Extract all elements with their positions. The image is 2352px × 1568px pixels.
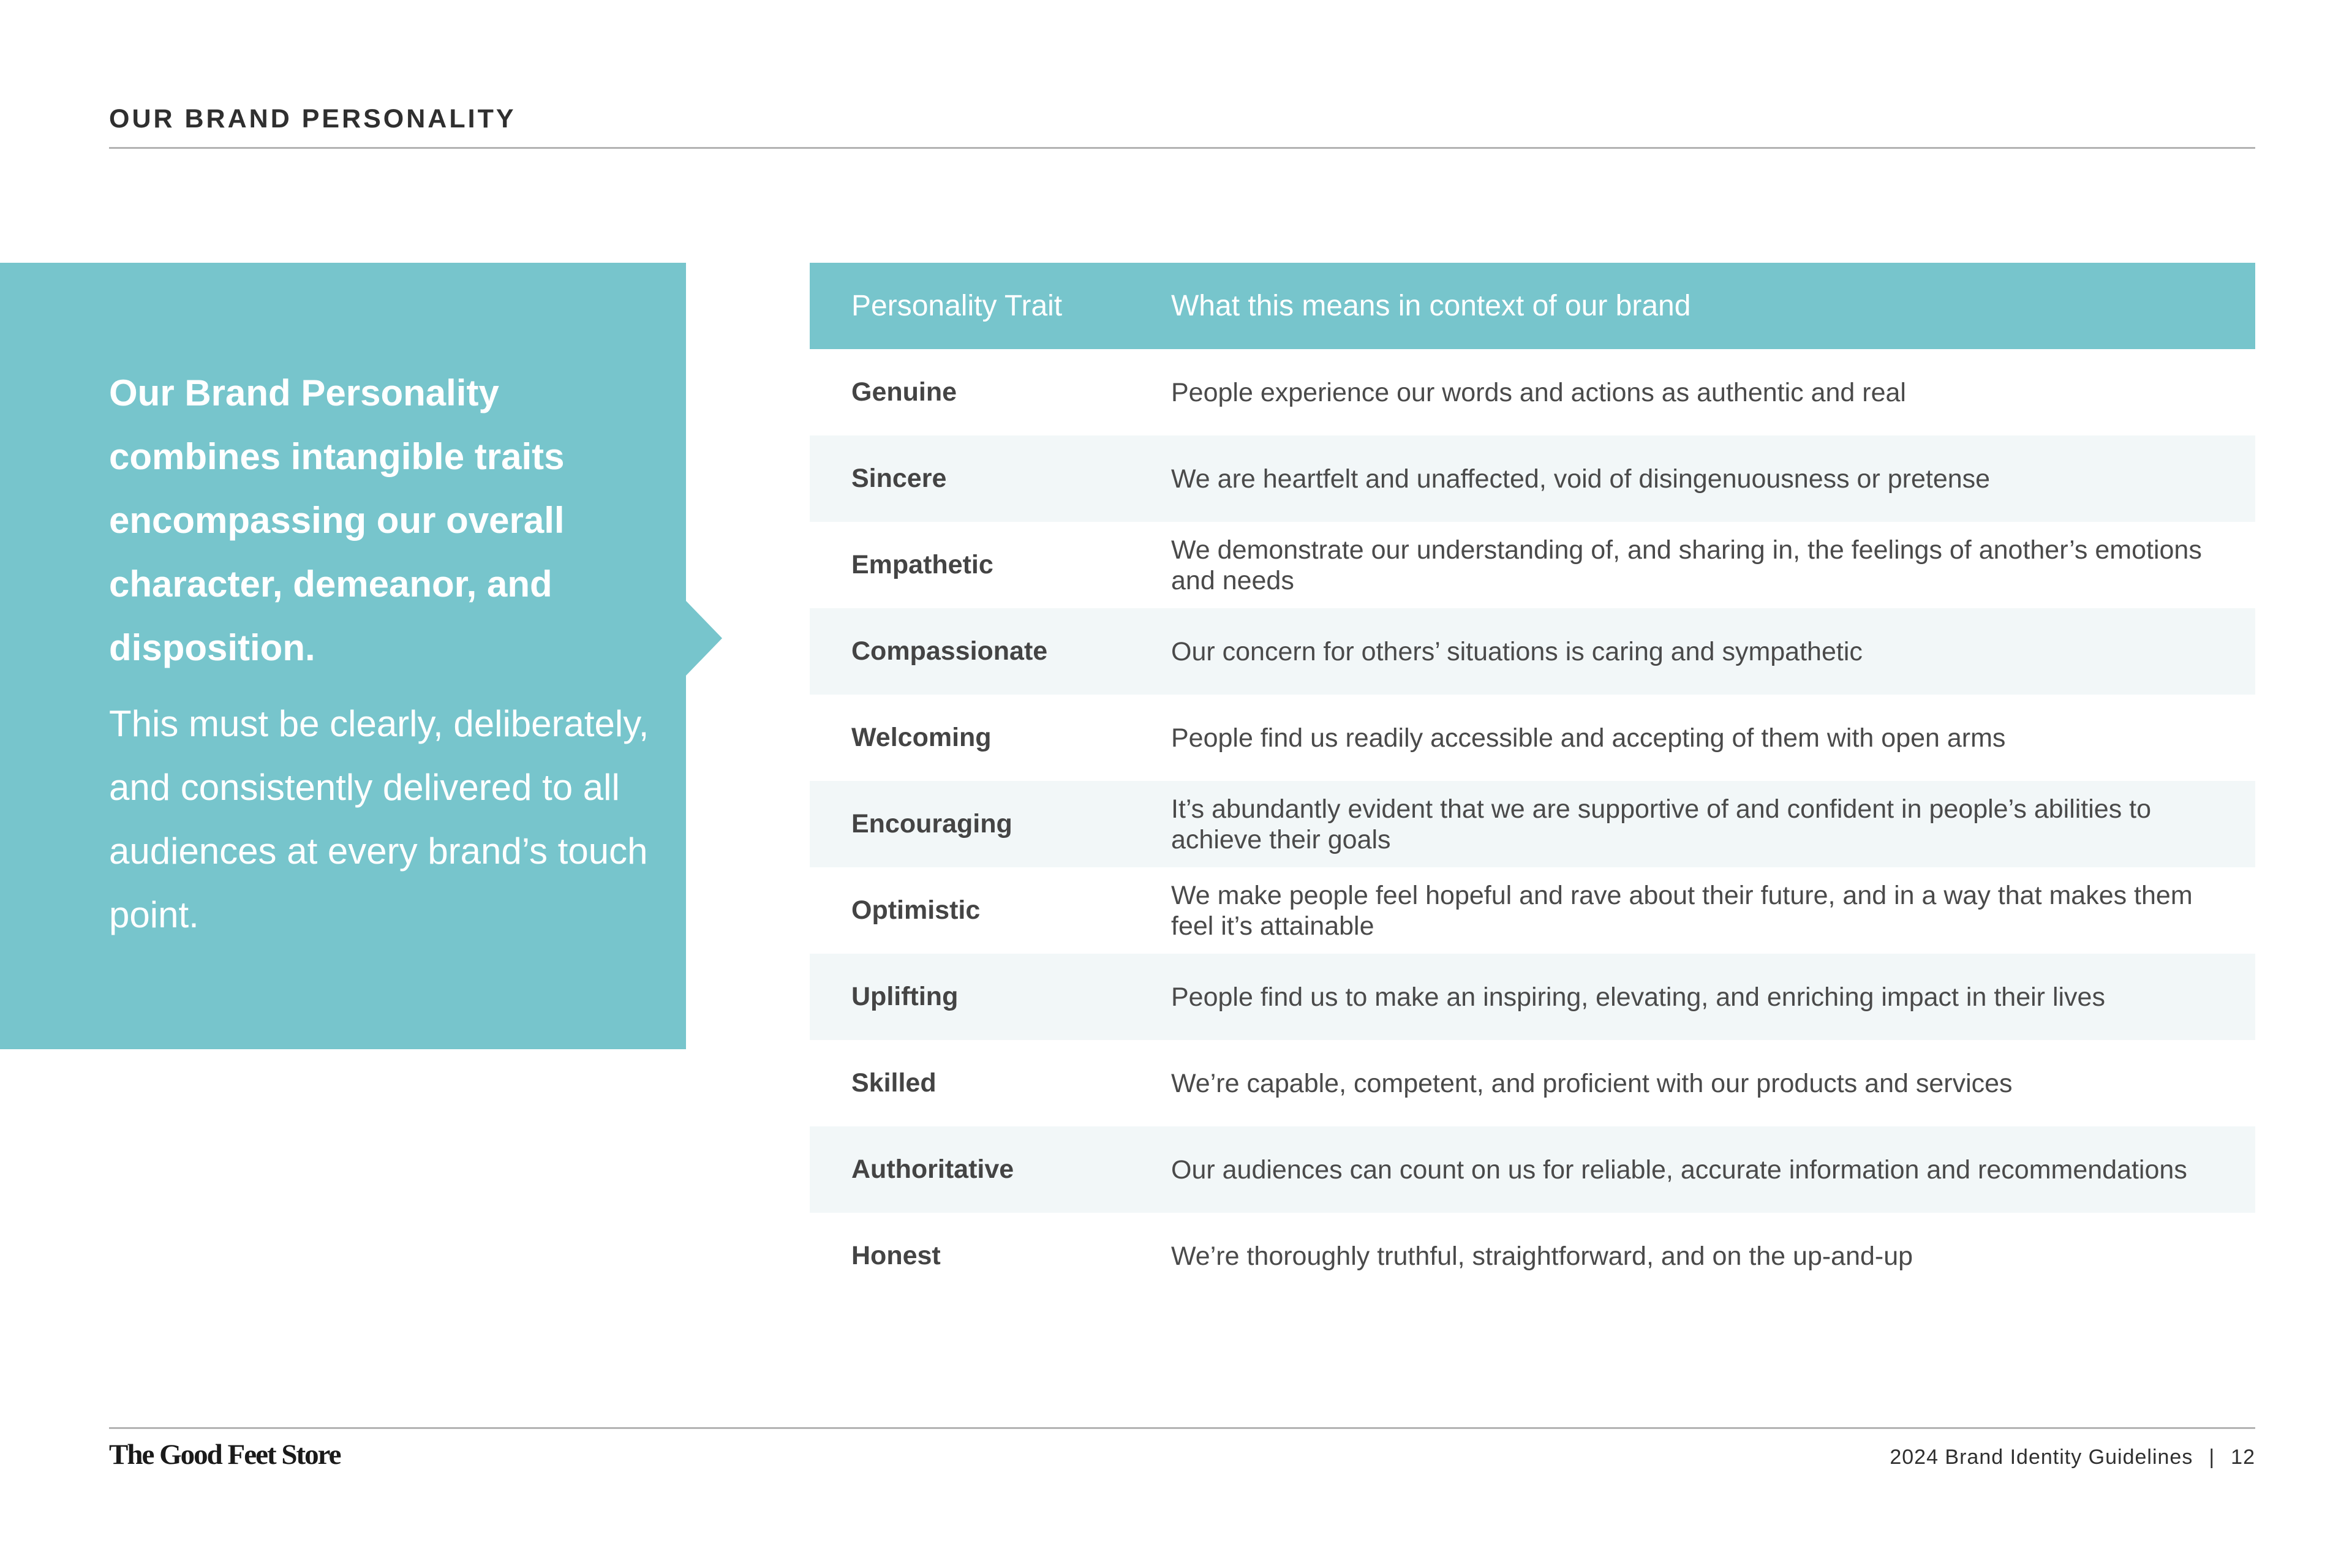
footer-divider — [109, 1427, 2255, 1429]
trait-cell: Optimistic — [851, 895, 981, 925]
trait-cell: Uplifting — [851, 982, 959, 1011]
trait-cell: Compassionate — [851, 636, 1048, 666]
meaning-cell: We are heartfelt and unaffected, void of disingenuousness or pretense — [1171, 464, 1991, 494]
trait-cell: Skilled — [851, 1068, 937, 1098]
trait-cell: Sincere — [851, 464, 947, 493]
header-trait: Personality Trait — [851, 290, 1063, 322]
page-number: 12 — [2231, 1446, 2255, 1469]
table-row — [810, 608, 2255, 695]
meaning-cell: It’s abundantly evident that we are supportive of and confident in people’s abilities to achieve their goals — [1171, 794, 2152, 854]
table-row — [810, 695, 2255, 781]
table-row — [810, 1126, 2255, 1213]
table-header — [810, 263, 2255, 349]
meaning-cell: Our audiences can count on us for reliable, accurate information and recommendations — [1171, 1155, 2187, 1185]
meaning-cell: We demonstrate our understanding of, and sharing in, the feelings of another’s emotions and needs — [1171, 535, 2202, 595]
table-row — [810, 522, 2255, 608]
table-row — [810, 349, 2255, 435]
meaning-cell: We’re thoroughly truthful, straightforward, and on the up-and-up — [1171, 1241, 1913, 1271]
meaning-cell: People experience our words and actions as authentic and real — [1171, 377, 1906, 407]
table-row — [810, 435, 2255, 522]
footer-doc-title: 2024 Brand Identity Guidelines — [1890, 1446, 2193, 1469]
meaning-cell: People find us to make an inspiring, elevating, and enriching impact in their lives — [1171, 982, 2105, 1012]
meaning-cell: We’re capable, competent, and proficient with our products and services — [1171, 1068, 2013, 1098]
table-row — [810, 1213, 2255, 1299]
header-divider — [109, 147, 2255, 149]
callout-body: This must be clearly, deliberately, and consistently delivered to all audiences at every brand’s touch point. — [109, 703, 649, 935]
table-row — [810, 867, 2255, 954]
callout-text — [109, 361, 660, 947]
meaning-cell: People find us readily accessible and accepting of them with open arms — [1171, 723, 2006, 753]
meaning-cell: Our concern for others’ situations is caring and sympathetic — [1171, 636, 1863, 666]
brand-logo: The Good Feet Store — [109, 1439, 341, 1471]
trait-cell: Honest — [851, 1241, 941, 1270]
table-row — [810, 954, 2255, 1040]
table-row — [810, 781, 2255, 867]
header-meaning: What this means in context of our brand — [1171, 290, 1691, 322]
trait-cell: Encouraging — [851, 809, 1012, 839]
footer-separator: | — [2209, 1446, 2215, 1469]
trait-cell: Welcoming — [851, 723, 992, 752]
personality-table — [810, 263, 2255, 1299]
meaning-cell: We make people feel hopeful and rave about their future, and in a way that makes them feel it’s attainable — [1171, 880, 2193, 941]
section-title: OUR BRAND PERSONALITY — [109, 104, 516, 134]
callout-lead: Our Brand Personality combines intangible traits encompassing our overall character, demeanor, and disposition. — [109, 372, 565, 668]
trait-cell: Empathetic — [851, 550, 993, 579]
footer-info — [1890, 1446, 2255, 1469]
trait-cell: Authoritative — [851, 1155, 1014, 1184]
callout-pointer — [685, 600, 722, 676]
trait-cell: Genuine — [851, 377, 957, 407]
table-row — [810, 1040, 2255, 1126]
